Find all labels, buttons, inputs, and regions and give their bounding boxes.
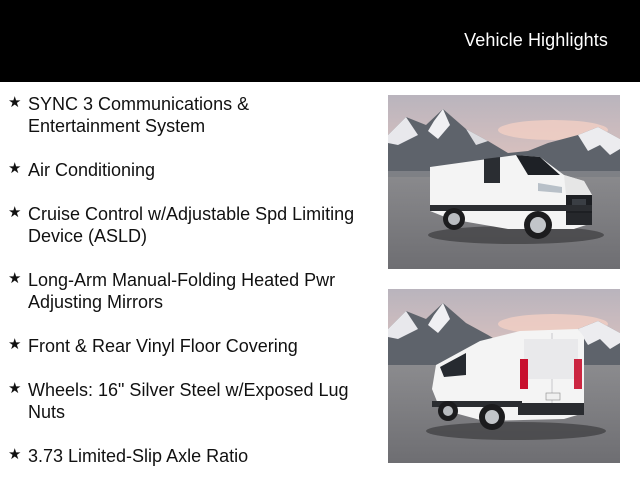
feature-item	[6, 379, 366, 423]
feature-text: Front & Rear Vinyl Floor Covering	[28, 336, 298, 356]
star-icon: ★	[8, 380, 22, 397]
feature-item	[6, 269, 366, 313]
feature-text: Air Conditioning	[28, 160, 156, 180]
feature-text: Cruise Control w/Adjustable Spd Limiting Device (ASLD)	[28, 204, 355, 246]
feature-item	[6, 445, 366, 467]
star-icon: ★	[8, 270, 22, 287]
vehicle-photo-rear[interactable]	[388, 289, 620, 463]
feature-item	[6, 203, 366, 247]
feature-list	[6, 93, 366, 489]
header-title: Vehicle Highlights	[464, 30, 608, 50]
feature-item	[6, 335, 366, 357]
feature-item	[6, 159, 366, 181]
feature-text: Wheels: 16" Silver Steel w/Exposed Lug Nuts	[28, 380, 349, 422]
star-icon: ★	[8, 446, 22, 463]
star-icon: ★	[8, 160, 22, 177]
star-icon: ★	[8, 204, 22, 221]
header-bar	[0, 0, 640, 82]
star-icon: ★	[8, 94, 22, 111]
feature-text: 3.73 Limited-Slip Axle Ratio	[28, 446, 249, 466]
feature-item	[6, 93, 366, 137]
feature-text: Long-Arm Manual-Folding Heated Pwr Adjusting Mirrors	[28, 270, 336, 312]
star-icon: ★	[8, 336, 22, 353]
feature-text: SYNC 3 Communications & Entertainment System	[28, 94, 250, 136]
vehicle-photo-front[interactable]	[388, 95, 620, 269]
